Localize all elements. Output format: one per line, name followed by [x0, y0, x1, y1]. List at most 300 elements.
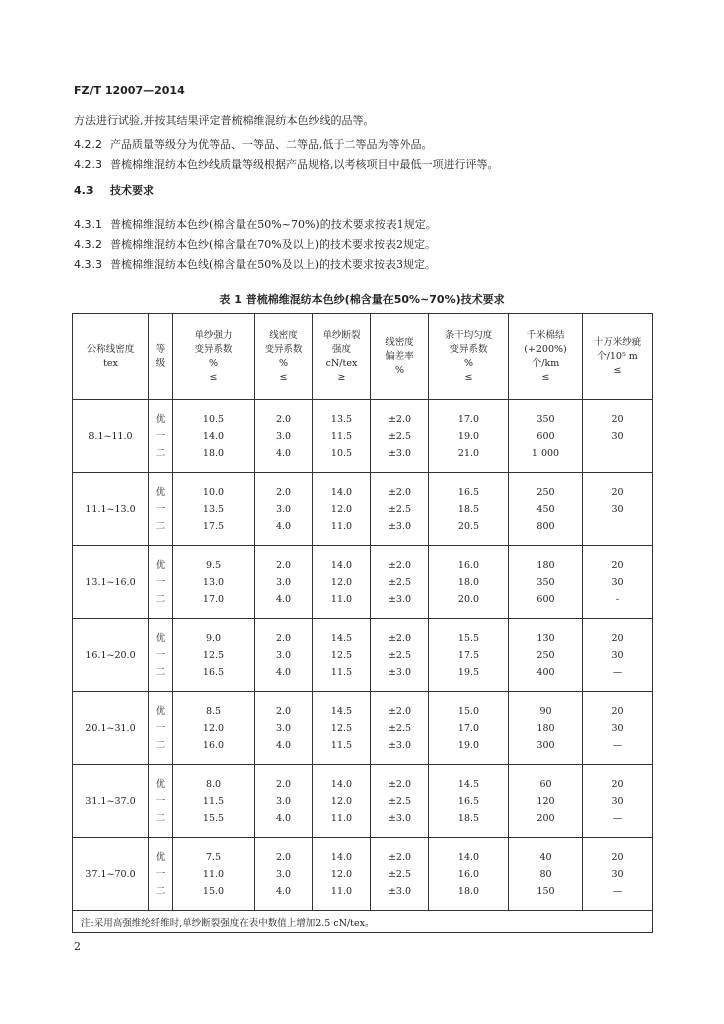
cell-value: ±3.0 — [387, 812, 412, 824]
paragraph-text: 普梳棉维混纺本色线(棉含量在50%及以上)的技术要求按表3规定。 — [110, 258, 437, 271]
cell-value: ±2.0 — [387, 851, 412, 863]
value-cell — [255, 619, 313, 692]
column-header-line: 强度 — [331, 343, 351, 355]
cell-value: 400 — [536, 666, 555, 678]
cell-value: 15.5 — [457, 632, 480, 644]
value-cell — [173, 400, 255, 473]
cell-value: ±2.0 — [387, 486, 412, 498]
column-header-line: tex — [103, 357, 118, 369]
cell-value: ±2.5 — [387, 649, 412, 661]
value-cell — [509, 692, 583, 765]
cell-value: 16.5 — [457, 486, 480, 498]
cell-value: 12.0 — [202, 722, 225, 734]
cell-value: 200 — [536, 812, 555, 824]
table-row — [73, 619, 653, 692]
cell-value: 11.5 — [330, 666, 353, 678]
cell-value: 14.0 — [330, 559, 353, 571]
cell-value: 30 — [611, 503, 624, 515]
cell-value: 350 — [536, 413, 555, 425]
cell-value: 450 — [536, 503, 555, 515]
cell-value: 21.0 — [457, 447, 480, 459]
cell-value: 90 — [539, 705, 552, 717]
cell-value: 2.0 — [275, 413, 292, 425]
cell-value: 12.5 — [330, 722, 353, 734]
value-cell — [509, 546, 583, 619]
linear-density-range: 11.1~13.0 — [73, 473, 149, 546]
cell-value: 3.0 — [275, 649, 292, 661]
cell-value: 14.5 — [330, 705, 353, 717]
cell-value: 30 — [611, 868, 624, 880]
cell-value: 9.0 — [205, 632, 222, 644]
column-header-line: cN/tex — [325, 357, 358, 369]
cell-value: 12.0 — [330, 576, 353, 588]
cell-value: 10.5 — [202, 413, 225, 425]
grade-label: 一 — [155, 795, 166, 807]
value-cell — [429, 838, 509, 911]
cell-value: 2.0 — [275, 851, 292, 863]
cell-value: 18.0 — [202, 447, 225, 459]
cell-value: 250 — [536, 649, 555, 661]
cell-value: 16.0 — [202, 739, 225, 751]
cell-value: 14.0 — [330, 778, 353, 790]
cell-value: 130 — [536, 632, 555, 644]
cell-value: 10.5 — [330, 447, 353, 459]
cell-value: 12.0 — [330, 868, 353, 880]
paragraph — [74, 218, 437, 232]
clause-number: 4.3.2 — [74, 238, 102, 251]
cell-value: 180 — [536, 722, 555, 734]
value-cell — [371, 473, 429, 546]
column-header-line: 千米棉结 — [526, 329, 565, 341]
cell-value: 2.0 — [275, 559, 292, 571]
cell-value: 19.0 — [457, 430, 480, 442]
cell-value: 17.0 — [202, 593, 225, 605]
paragraph — [74, 138, 433, 152]
cell-value: 3.0 — [275, 795, 292, 807]
cell-value: 20 — [611, 705, 624, 717]
table-row — [73, 400, 653, 473]
column-header-line: 条干均匀度 — [444, 329, 493, 341]
linear-density-range: 20.1~31.0 — [73, 692, 149, 765]
linear-density-range: 37.1~70.0 — [73, 838, 149, 911]
cell-value: 20 — [611, 778, 624, 790]
cell-value: 300 — [536, 739, 555, 751]
grade-cell — [149, 692, 173, 765]
technical-requirements-table — [72, 313, 653, 933]
value-cell — [509, 400, 583, 473]
cell-value: ±2.0 — [387, 632, 412, 644]
column-header-line: ≤ — [209, 371, 218, 383]
cell-value: 2.0 — [275, 632, 292, 644]
grade-label: 优 — [155, 413, 166, 425]
cell-value: 18.5 — [457, 812, 480, 824]
column-header-line: ≤ — [464, 371, 473, 383]
value-cell — [173, 692, 255, 765]
value-cell — [255, 473, 313, 546]
value-cell — [371, 765, 429, 838]
cell-value: 19.5 — [457, 666, 480, 678]
column-header-line: % — [208, 357, 219, 369]
cell-value: — — [612, 885, 623, 897]
cell-value: 16.5 — [457, 795, 480, 807]
cell-value: 9.5 — [205, 559, 222, 571]
column-header-line: % — [278, 357, 289, 369]
cell-value: 18.5 — [457, 503, 480, 515]
table-header-row — [73, 314, 653, 400]
cell-value: 14.5 — [457, 778, 480, 790]
cell-value: 13.0 — [202, 576, 225, 588]
cell-value: 13.5 — [202, 503, 225, 515]
value-cell — [429, 692, 509, 765]
value-cell — [429, 546, 509, 619]
column-header-line: (+200%) — [524, 343, 567, 355]
column-header-line: % — [463, 357, 474, 369]
cell-value: 350 — [536, 576, 555, 588]
cell-value: 17.0 — [457, 413, 480, 425]
cell-value: ±2.0 — [387, 705, 412, 717]
value-cell — [509, 838, 583, 911]
column-header — [173, 314, 255, 400]
value-cell — [173, 838, 255, 911]
value-cell — [173, 473, 255, 546]
grade-label: 优 — [155, 705, 166, 717]
value-cell — [313, 765, 371, 838]
cell-value: 16.0 — [457, 559, 480, 571]
value-cell — [583, 619, 653, 692]
column-header — [583, 314, 653, 400]
cell-value: 11.5 — [202, 795, 225, 807]
cell-value: 4.0 — [275, 666, 292, 678]
value-cell — [509, 473, 583, 546]
grade-cell — [149, 619, 173, 692]
paragraph-text: 产品质量等级分为优等品、一等品、二等品,低于二等品为等外品。 — [110, 138, 433, 151]
grade-label: 一 — [155, 576, 166, 588]
cell-value: 18.0 — [457, 576, 480, 588]
cell-value: 15.5 — [202, 812, 225, 824]
value-cell — [255, 692, 313, 765]
cell-value: 16.5 — [202, 666, 225, 678]
cell-value: ±3.0 — [387, 593, 412, 605]
value-cell — [255, 546, 313, 619]
grade-cell — [149, 838, 173, 911]
cell-value: 14.0 — [330, 851, 353, 863]
column-header-line: ≤ — [541, 371, 550, 383]
value-cell — [313, 473, 371, 546]
cell-value: ±2.5 — [387, 430, 412, 442]
table-note-row — [73, 911, 653, 933]
cell-value — [583, 445, 652, 462]
column-header-line: 级 — [155, 357, 166, 369]
grade-label: 优 — [155, 851, 166, 863]
cell-value — [583, 518, 652, 535]
grade-cell — [149, 400, 173, 473]
cell-value: 30 — [611, 649, 624, 661]
cell-value: ±2.0 — [387, 778, 412, 790]
cell-value: 14.0 — [330, 486, 353, 498]
value-cell — [313, 400, 371, 473]
cell-value: ±3.0 — [387, 885, 412, 897]
table-row — [73, 546, 653, 619]
value-cell — [429, 400, 509, 473]
value-cell — [583, 692, 653, 765]
column-header-line: 变异系数 — [264, 343, 303, 355]
cell-value: 30 — [611, 795, 624, 807]
column-header — [509, 314, 583, 400]
cell-value: 11.0 — [330, 593, 353, 605]
value-cell — [313, 546, 371, 619]
linear-density-range: 8.1~11.0 — [73, 400, 149, 473]
cell-value: 3.0 — [275, 430, 292, 442]
value-cell — [173, 765, 255, 838]
value-cell — [371, 546, 429, 619]
cell-value: 17.0 — [457, 722, 480, 734]
value-cell — [173, 546, 255, 619]
value-cell — [255, 765, 313, 838]
cell-value: 11.0 — [202, 868, 225, 880]
table-row — [73, 838, 653, 911]
cell-value: 12.5 — [330, 649, 353, 661]
cell-value: 12.0 — [330, 503, 353, 515]
cell-value: 600 — [536, 593, 555, 605]
clause-number: 4.3.3 — [74, 258, 102, 271]
column-header-line: 线密度 — [385, 336, 414, 348]
grade-label: 一 — [155, 868, 166, 880]
cell-value: 8.0 — [205, 778, 222, 790]
grade-label: 优 — [155, 486, 166, 498]
cell-value: 14.0 — [457, 851, 480, 863]
column-header-line: 单纱强力 — [194, 329, 233, 341]
cell-value: 30 — [611, 430, 624, 442]
cell-value: 120 — [536, 795, 555, 807]
value-cell — [583, 546, 653, 619]
cell-value: 17.5 — [457, 649, 480, 661]
cell-value: ±2.5 — [387, 868, 412, 880]
grade-label: 二 — [155, 447, 166, 459]
grade-cell — [149, 765, 173, 838]
grade-cell — [149, 546, 173, 619]
table-row — [73, 473, 653, 546]
cell-value: ±2.5 — [387, 503, 412, 515]
cell-value: 11.5 — [330, 739, 353, 751]
table-caption: 表 1 普梳棉维混纺本色纱(棉含量在50%~70%)技术要求 — [219, 293, 505, 306]
cell-value: 800 — [536, 520, 555, 532]
column-header-line: 个/10⁵ m — [597, 350, 638, 362]
column-header-line: 十万米纱疵 — [593, 336, 642, 348]
column-header — [429, 314, 509, 400]
value-cell — [173, 619, 255, 692]
clause-number: 4.2.2 — [74, 138, 102, 151]
cell-value: 4.0 — [275, 812, 292, 824]
grade-label: 二 — [155, 593, 166, 605]
grade-cell — [149, 473, 173, 546]
cell-value: 8.5 — [205, 705, 222, 717]
column-header — [313, 314, 371, 400]
cell-value: 20 — [611, 851, 624, 863]
cell-value: 40 — [539, 851, 552, 863]
cell-value: 11.0 — [330, 520, 353, 532]
cell-value: 4.0 — [275, 885, 292, 897]
cell-value: 11.0 — [330, 885, 353, 897]
cell-value: 20 — [611, 413, 624, 425]
grade-label: 二 — [155, 520, 166, 532]
cell-value: 15.0 — [202, 885, 225, 897]
cell-value: ±3.0 — [387, 520, 412, 532]
cell-value: 12.5 — [202, 649, 225, 661]
paragraph — [74, 114, 375, 128]
clause-number: 4.2.3 — [74, 158, 102, 171]
cell-value: 20.5 — [457, 520, 480, 532]
cell-value: 20 — [611, 559, 624, 571]
cell-value: 15.0 — [457, 705, 480, 717]
cell-value: 18.0 — [457, 885, 480, 897]
cell-value: 14.0 — [202, 430, 225, 442]
clause-number: 4.3.1 — [74, 218, 102, 231]
value-cell — [583, 765, 653, 838]
cell-value: 17.5 — [202, 520, 225, 532]
value-cell — [313, 619, 371, 692]
grade-label: 优 — [155, 632, 166, 644]
document-header: FZ/T 12007—2014 — [74, 84, 185, 97]
cell-value: 11.5 — [330, 430, 353, 442]
paragraph-text: 技术要求 — [110, 184, 154, 197]
value-cell — [429, 619, 509, 692]
value-cell — [583, 473, 653, 546]
grade-label: 二 — [155, 812, 166, 824]
cell-value: 14.5 — [330, 632, 353, 644]
value-cell — [255, 838, 313, 911]
grade-label: 优 — [155, 778, 166, 790]
cell-value: 80 — [539, 868, 552, 880]
cell-value: 2.0 — [275, 705, 292, 717]
page-number: 2 — [74, 940, 81, 953]
table-row — [73, 765, 653, 838]
value-cell — [509, 619, 583, 692]
column-header — [73, 314, 149, 400]
value-cell — [255, 400, 313, 473]
cell-value: 250 — [536, 486, 555, 498]
cell-value: 4.0 — [275, 739, 292, 751]
cell-value: 20 — [611, 486, 624, 498]
column-header-line: ≤ — [279, 371, 288, 383]
paragraph-text: 普梳棉维混纺本色纱(棉含量在50%~70%)的技术要求按表1规定。 — [110, 218, 437, 231]
grade-label: 优 — [155, 559, 166, 571]
cell-value: 12.0 — [330, 795, 353, 807]
column-header — [371, 314, 429, 400]
cell-value: — — [612, 666, 623, 678]
cell-value: 2.0 — [275, 778, 292, 790]
linear-density-range: 16.1~20.0 — [73, 619, 149, 692]
column-header-line: ≥ — [337, 371, 346, 383]
paragraph — [74, 158, 499, 172]
cell-value: 600 — [536, 430, 555, 442]
column-header-line: ≤ — [613, 364, 622, 376]
cell-value: 4.0 — [275, 593, 292, 605]
cell-value: 4.0 — [275, 447, 292, 459]
cell-value: ±2.0 — [387, 413, 412, 425]
cell-value: ±2.5 — [387, 576, 412, 588]
cell-value: 3.0 — [275, 503, 292, 515]
cell-value: 11.0 — [330, 812, 353, 824]
linear-density-range: 31.1~37.0 — [73, 765, 149, 838]
paragraph — [74, 238, 436, 252]
cell-value: 3.0 — [275, 576, 292, 588]
value-cell — [371, 838, 429, 911]
value-cell — [313, 838, 371, 911]
grade-label: 二 — [155, 885, 166, 897]
grade-label: 二 — [155, 666, 166, 678]
value-cell — [429, 765, 509, 838]
value-cell — [509, 765, 583, 838]
cell-value: 7.5 — [205, 851, 222, 863]
column-header-line: % — [394, 364, 405, 376]
cell-value: 180 — [536, 559, 555, 571]
value-cell — [313, 692, 371, 765]
grade-label: 一 — [155, 503, 166, 515]
column-header — [149, 314, 173, 400]
value-cell — [371, 400, 429, 473]
cell-value: 60 — [539, 778, 552, 790]
grade-label: 一 — [155, 722, 166, 734]
cell-value: ±3.0 — [387, 447, 412, 459]
cell-value: 2.0 — [275, 486, 292, 498]
cell-value: — — [612, 739, 623, 751]
grade-label: 一 — [155, 649, 166, 661]
cell-value: ±3.0 — [387, 666, 412, 678]
value-cell — [429, 473, 509, 546]
value-cell — [583, 838, 653, 911]
value-cell — [371, 619, 429, 692]
paragraph — [74, 258, 436, 272]
cell-value: 30 — [611, 576, 624, 588]
cell-value: 3.0 — [275, 868, 292, 880]
grade-label: 一 — [155, 430, 166, 442]
column-header-line: 单纱断裂 — [322, 329, 361, 341]
grade-label: 二 — [155, 739, 166, 751]
value-cell — [371, 692, 429, 765]
column-header-line: 偏差率 — [385, 350, 414, 362]
column-header — [255, 314, 313, 400]
cell-value: 20.0 — [457, 593, 480, 605]
column-header-line: 等 — [155, 343, 166, 355]
column-header-line: 线密度 — [269, 329, 298, 341]
paragraph-text: 普梳棉维混纺本色纱线质量等级根据产品规格,以考核项目中最低一项进行评等。 — [110, 158, 499, 171]
cell-value: ±3.0 — [387, 739, 412, 751]
cell-value: ±2.0 — [387, 559, 412, 571]
linear-density-range: 13.1~16.0 — [73, 546, 149, 619]
table-note: 注:采用高强维纶纤维时,单纱断裂强度在表中数值上增加2.5 cN/tex。 — [73, 911, 653, 933]
cell-value: 150 — [536, 885, 555, 897]
paragraph-text: 普梳棉维混纺本色纱(棉含量在70%及以上)的技术要求按表2规定。 — [110, 238, 437, 251]
cell-value: 13.5 — [330, 413, 353, 425]
paragraph — [74, 184, 154, 198]
value-cell — [583, 400, 653, 473]
cell-value: 30 — [611, 722, 624, 734]
clause-number: 4.3 — [74, 184, 94, 197]
cell-value: 1 000 — [531, 447, 560, 459]
cell-value: - — [615, 593, 620, 605]
column-header-line: 变异系数 — [449, 343, 488, 355]
cell-value: 19.0 — [457, 739, 480, 751]
column-header-line: 变异系数 — [194, 343, 233, 355]
cell-value: ±2.5 — [387, 795, 412, 807]
table-row — [73, 692, 653, 765]
cell-value: 4.0 — [275, 520, 292, 532]
column-header-line: 个/km — [531, 357, 560, 369]
column-header-line: 公称线密度 — [86, 343, 135, 355]
cell-value: ±2.5 — [387, 722, 412, 734]
cell-value: 20 — [611, 632, 624, 644]
cell-value: 10.0 — [202, 486, 225, 498]
